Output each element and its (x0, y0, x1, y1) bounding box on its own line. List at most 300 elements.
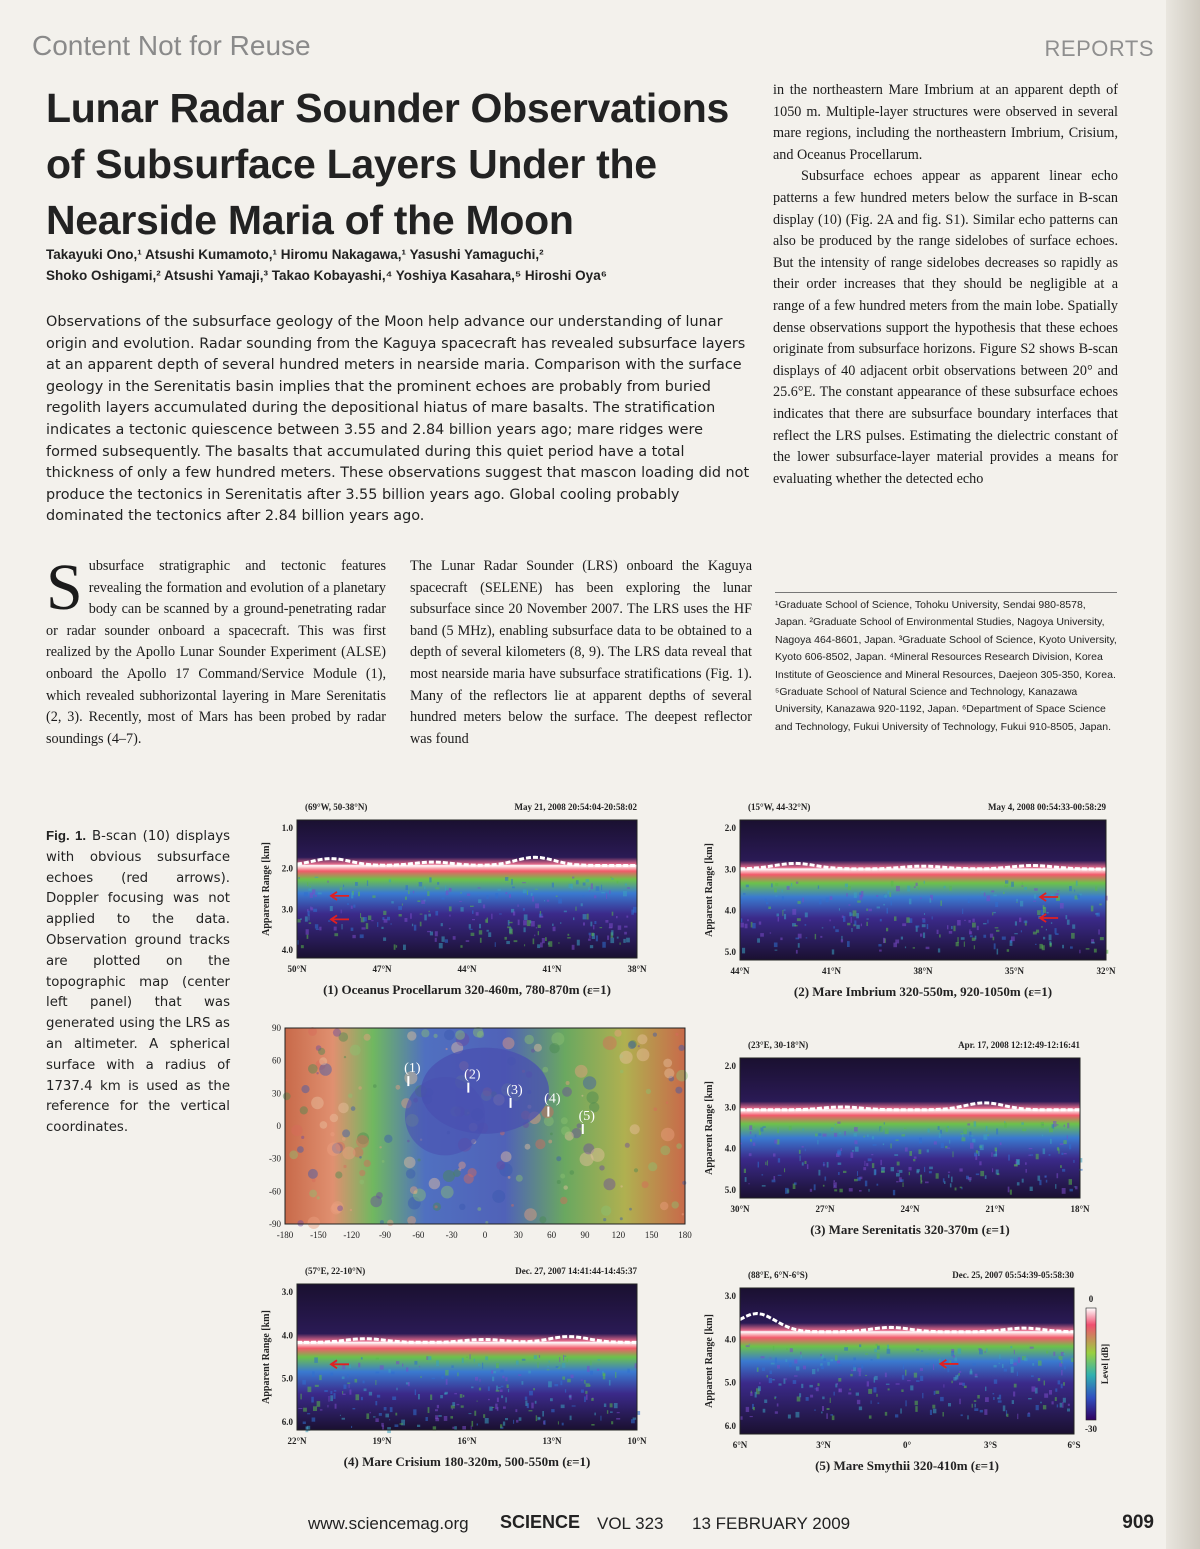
bscan-speckle (501, 1386, 504, 1388)
bscan-speckle (547, 1366, 549, 1368)
bscan-speckle (803, 1129, 805, 1131)
bscan-speckle (505, 937, 507, 940)
bscan-speckle (934, 1141, 937, 1144)
map-texture (664, 1068, 674, 1078)
bscan-speckle (380, 1365, 384, 1369)
bscan-speckle (837, 1383, 838, 1385)
bscan-speckle (993, 937, 995, 941)
bscan-speckle (523, 889, 527, 893)
bscan-speckle (784, 914, 786, 919)
bscan-speckle (979, 1350, 983, 1355)
bscan-speckle (854, 920, 856, 925)
bscan-speckle (961, 1414, 963, 1416)
bscan-speckle (847, 923, 850, 926)
bscan-speckle (584, 1396, 586, 1402)
title-line: Lunar Radar Sounder Observations (46, 85, 729, 131)
bscan-speckle (985, 1351, 986, 1353)
bscan-speckle (623, 891, 627, 896)
bscan-speckle (1059, 1356, 1062, 1360)
map-texture (421, 1029, 429, 1037)
bscan-speckle (480, 938, 482, 943)
bscan-speckle (797, 918, 801, 921)
bscan-speckle (868, 1158, 872, 1161)
title-line: Nearside Maria of the Moon (46, 197, 574, 243)
bscan-speckle (627, 1369, 629, 1373)
x-tick-label: 0° (902, 1440, 912, 1450)
bscan-speckle (974, 1153, 977, 1157)
bscan-speckle (554, 1384, 558, 1386)
bscan-speckle (1025, 1162, 1027, 1165)
bscan-speckle (1033, 932, 1037, 935)
bscan-speckle (1013, 1363, 1017, 1366)
bscan-speckle (784, 909, 786, 910)
bscan-speckle (859, 892, 861, 895)
map-texture (458, 1162, 465, 1169)
bscan-speckle (1018, 1357, 1021, 1363)
bscan-speckle (330, 1391, 332, 1394)
bscan-speckle (435, 887, 439, 889)
map-texture (666, 1101, 669, 1104)
bscan-speckle (309, 922, 311, 924)
bscan-speckle (823, 1134, 827, 1137)
bscan-speckle (983, 1134, 987, 1140)
map-texture (396, 1085, 401, 1090)
bscan-speckle (1004, 885, 1008, 887)
bscan-speckle (616, 1418, 620, 1420)
bscan-speckle (626, 916, 628, 918)
bscan-speckle (903, 1364, 904, 1369)
bscan-speckle (936, 1391, 940, 1394)
map-y-tick: -60 (269, 1186, 281, 1197)
bscan-speckle (953, 1355, 955, 1358)
map-texture (446, 1048, 448, 1050)
map-texture (359, 1156, 362, 1159)
bscan-speckle (377, 922, 378, 927)
bscan-speckle (540, 916, 544, 918)
bscan-speckle (429, 877, 431, 882)
bscan-speckle (749, 1183, 750, 1184)
bscan-speckle (589, 935, 590, 939)
bscan-speckle (796, 938, 800, 940)
map-texture (676, 1070, 688, 1082)
bscan-speckle (796, 882, 798, 884)
bscan-speckle (299, 1408, 303, 1409)
map-texture (443, 1170, 455, 1182)
bscan-speckle (1043, 937, 1045, 940)
bscan-speckle (995, 902, 998, 907)
bscan-speckle (769, 1378, 772, 1383)
map-texture (539, 1216, 546, 1223)
map-texture (516, 1175, 523, 1182)
bscan-speckle (913, 947, 915, 948)
bscan-speckle (740, 923, 744, 928)
bscan-speckle (919, 1138, 922, 1144)
bscan-speckle (985, 1397, 989, 1402)
bscan-speckle (527, 890, 528, 895)
bscan-speckle (839, 908, 840, 910)
bscan-speckle (767, 1375, 769, 1377)
panel-time: Dec. 25, 2007 05:54:39-05:58:30 (952, 1270, 1074, 1280)
bscan-speckle (602, 942, 606, 948)
bscan-speckle (798, 901, 801, 904)
map-texture (620, 1070, 624, 1074)
y-tick-label: 4.0 (724, 1334, 736, 1345)
bscan-speckle (558, 942, 560, 943)
bscan-speckle (1062, 1169, 1065, 1172)
bscan-speckle (1010, 1190, 1012, 1195)
map-texture (625, 1143, 630, 1148)
body-text: The Lunar Radar Sounder (LRS) onboard the Kaguya spacecraft (SELENE) has been exploring the lunar subsurface since 20 November 2007. The LRS uses the HF band (5 MHz), enabling subsurface data to be obtained to a depth of several kilometers (8, 9). The LRS data reveal that most nearside maria have subsurface stratifications (Fig. 1). Many of the reflectors lie at apparent depths of several hundred meters below the surface. The deepest reflector was found (410, 558, 752, 747)
bscan-speckle (537, 944, 540, 948)
map-texture (330, 1114, 338, 1122)
bscan-speckle (815, 934, 816, 939)
bscan-speckle (1041, 926, 1043, 928)
bscan-speckle (801, 1355, 803, 1358)
bscan-speckle (390, 1407, 393, 1412)
bscan-speckle (569, 1395, 572, 1397)
bscan-speckle (761, 1356, 765, 1358)
bscan-speckle (819, 899, 821, 904)
bscan-speckle (815, 1134, 818, 1137)
bscan-speckle (974, 1400, 977, 1402)
bscan-speckle (547, 900, 549, 902)
bscan-speckle (514, 940, 518, 942)
bscan-speckle (894, 916, 897, 921)
bscan-speckle (453, 936, 456, 940)
map-y-tick: 60 (272, 1055, 281, 1066)
bscan-speckle (1044, 1381, 1045, 1386)
bscan-speckle (978, 1151, 980, 1156)
bscan-speckle (591, 1424, 594, 1426)
bscan-speckle (560, 1381, 562, 1386)
map-texture (441, 1186, 454, 1199)
bscan-speckle (375, 1380, 376, 1385)
bscan-speckle (513, 1420, 514, 1424)
bscan-speckle (924, 1167, 925, 1172)
bscan-speckle (623, 939, 626, 943)
bscan-speckle (529, 1410, 533, 1411)
bscan-speckle (383, 911, 386, 915)
bscan-speckle (466, 1357, 468, 1358)
bscan-speckle (611, 1421, 613, 1424)
bscan-speckle (497, 1407, 499, 1411)
map-texture (614, 1030, 621, 1037)
map-texture (335, 1171, 342, 1178)
bscan-speckle (832, 1416, 835, 1421)
bscan-speckle (395, 1413, 397, 1416)
maria-region (405, 1077, 485, 1155)
map-texture (311, 1097, 324, 1110)
bscan-speckle (567, 1379, 571, 1383)
bscan-speckle (1060, 1403, 1063, 1408)
map-texture (550, 1133, 553, 1136)
bscan-speckle (463, 1395, 464, 1397)
bscan-speckle (959, 1371, 961, 1373)
bscan-speckle (591, 883, 593, 889)
bscan-speckle (974, 1121, 977, 1126)
bscan-speckle (951, 926, 953, 929)
bscan-speckle (885, 1373, 887, 1378)
bscan-speckle (949, 931, 952, 934)
y-axis-label: Apparent Range [km] (261, 1310, 272, 1404)
bscan-speckle (753, 1143, 756, 1146)
bscan-speckle (341, 910, 342, 914)
bscan-speckle (1064, 1365, 1066, 1369)
bscan-speckle (902, 923, 906, 926)
bscan-speckle (934, 1391, 936, 1395)
bscan-speckle (784, 1168, 785, 1172)
y-tick-label: 5.0 (281, 1373, 293, 1384)
bscan-speckle (940, 901, 942, 906)
bscan-speckle (796, 950, 798, 954)
bscan-speckle (624, 932, 627, 935)
bscan-speckle (542, 1411, 544, 1417)
bscan-speckle (543, 1421, 545, 1424)
bscan-speckle (534, 935, 535, 937)
bscan-speckle (893, 943, 897, 948)
bscan-speckle (874, 1349, 877, 1352)
bscan-speckle (856, 913, 859, 918)
bscan-speckle (469, 929, 472, 930)
bscan-speckle (355, 1379, 358, 1383)
bscan-speckle (460, 945, 462, 948)
bscan-speckle (796, 1412, 800, 1418)
bscan-speckle (766, 902, 768, 904)
map-texture (496, 1161, 505, 1170)
bscan-speckle (909, 899, 912, 905)
bscan-speckle (389, 1419, 390, 1420)
bscan-speckle (780, 938, 782, 941)
bscan-speckle (369, 1392, 372, 1396)
bscan-speckle (1002, 1364, 1004, 1368)
bscan-speckle (449, 888, 452, 892)
bscan-speckle (939, 1133, 941, 1138)
y-tick-label: 3.0 (724, 1291, 736, 1301)
bscan-speckle (744, 1169, 746, 1173)
bscan-speckle (913, 1159, 915, 1161)
bscan-speckle (850, 1374, 852, 1376)
bscan-speckle (355, 882, 358, 886)
bscan-speckle (512, 887, 515, 889)
bscan-speckle (1040, 1402, 1042, 1404)
map-texture (577, 1123, 582, 1128)
bscan-speckle (507, 1385, 509, 1389)
bscan-speckle (604, 1404, 606, 1408)
bscan-speckle (1022, 1179, 1024, 1183)
bscan-speckle (1011, 936, 1015, 941)
bscan-speckle (1069, 1179, 1072, 1185)
bscan-speckle (960, 1187, 962, 1189)
map-texture (671, 1189, 673, 1191)
x-tick-label: 38°N (913, 966, 933, 976)
bscan-speckle (876, 895, 878, 897)
bscan-speckle (1059, 1363, 1062, 1367)
x-tick-label: 41°N (821, 966, 842, 976)
bscan-speckle (477, 1424, 478, 1426)
bscan-speckle (492, 1377, 494, 1382)
bscan-speckle (977, 1395, 980, 1399)
bscan-speckle (313, 1406, 317, 1411)
map-texture (384, 1135, 392, 1143)
bscan-speckle (1032, 1363, 1034, 1366)
bscan-speckle (342, 924, 343, 929)
bscan-speckle (822, 1397, 824, 1400)
bscan-speckle (1008, 1187, 1010, 1193)
bscan-speckle (994, 1379, 997, 1383)
bscan-speckle (408, 1382, 410, 1386)
y-tick-label: 5.0 (724, 1377, 736, 1388)
bscan-speckle (830, 1414, 833, 1415)
x-tick-label: 3°S (983, 1440, 998, 1450)
bscan-speckle (428, 1407, 430, 1413)
bscan-speckle (315, 877, 319, 878)
bscan-speckle (765, 1162, 766, 1165)
bscan-speckle (1062, 1188, 1066, 1194)
bscan-speckle (485, 1356, 488, 1360)
bscan-speckle (996, 930, 999, 932)
bscan-speckle (943, 1384, 944, 1387)
bscan-speckle (835, 1124, 837, 1125)
bscan-speckle (559, 1357, 560, 1362)
bscan-speckle (351, 906, 353, 909)
bscan-speckle (795, 925, 798, 927)
bscan-speckle (1055, 1388, 1057, 1391)
bscan-speckle (316, 929, 319, 930)
bscan-speckle (1002, 937, 1006, 940)
bscan-speckle (849, 904, 851, 905)
bscan-speckle (755, 1392, 757, 1398)
bscan-speckle (509, 922, 513, 923)
bscan-speckle (445, 1392, 448, 1395)
bscan-speckle (984, 893, 986, 897)
bscan-speckle (544, 900, 545, 901)
bscan-speckle (1004, 1369, 1007, 1372)
bscan-speckle (435, 911, 438, 916)
bscan-speckle (417, 1425, 420, 1427)
bscan-speckle (376, 1358, 379, 1360)
bscan-speckle (375, 1401, 377, 1405)
bscan-speckle (959, 1399, 961, 1405)
bscan-speckle (1033, 901, 1036, 902)
map-texture (562, 1087, 572, 1097)
bscan-speckle (581, 903, 583, 906)
bscan-speckle (305, 916, 308, 921)
bscan-speckle (524, 914, 528, 920)
bscan-speckle (918, 888, 920, 890)
bscan-speckle (417, 900, 420, 902)
bscan-speckle (518, 920, 520, 926)
bscan-speckle (809, 1385, 813, 1388)
bscan-speckle (1022, 883, 1024, 885)
bscan-speckle (891, 1167, 894, 1171)
bscan-speckle (770, 1358, 772, 1359)
bscan-speckle (889, 892, 891, 897)
bscan-speckle (778, 917, 779, 922)
bscan-speckle (477, 1401, 478, 1402)
bscan-speckle (303, 1422, 306, 1425)
bscan-speckle (938, 948, 940, 952)
map-texture (343, 1147, 356, 1160)
bscan-speckle (600, 1416, 601, 1421)
bscan-speckle (914, 1157, 917, 1159)
bscan-speckle (853, 1358, 856, 1361)
bscan-speckle (342, 1418, 345, 1420)
bscan-speckle (470, 906, 474, 907)
bscan-speckle (843, 916, 845, 922)
bscan-speckle (1022, 886, 1024, 887)
bscan-speckle (818, 1170, 820, 1176)
bscan-speckle (915, 1406, 917, 1412)
map-y-tick: 90 (272, 1023, 281, 1033)
bscan-speckle (905, 947, 906, 949)
x-tick-label: 32°N (1096, 966, 1116, 976)
bscan-speckle (459, 901, 462, 902)
bscan-speckle (940, 1397, 944, 1401)
x-tick-label: 44°N (457, 964, 477, 974)
bscan-speckle (343, 885, 344, 887)
bscan-speckle (435, 938, 437, 942)
bscan-speckle (435, 1409, 438, 1411)
map-texture (638, 1045, 640, 1047)
track-label: (3) (506, 1082, 523, 1098)
y-tick-label: 3.0 (724, 864, 736, 875)
bscan-speckle (308, 889, 311, 891)
bscan-speckle (497, 1398, 499, 1402)
bscan-speckle (977, 926, 979, 930)
panel-time: Apr. 17, 2008 12:12:49-12:16:41 (958, 1040, 1080, 1050)
bscan-speckle (511, 879, 513, 885)
bscan-speckle (479, 924, 481, 928)
bscan-speckle (891, 901, 892, 906)
bscan-speckle (890, 1144, 891, 1149)
map-texture (308, 1217, 320, 1229)
bscan-speckle (319, 927, 321, 931)
bscan-speckle (414, 925, 416, 931)
y-tick-label: 5.0 (724, 1185, 736, 1195)
bscan-speckle (1053, 1352, 1055, 1356)
bscan-speckle (1063, 1353, 1066, 1355)
bscan-speckle (486, 895, 488, 899)
bscan-speckle (616, 916, 618, 918)
bscan-speckle (962, 909, 963, 914)
x-tick-label: 21°N (985, 1204, 1005, 1214)
map-texture (548, 1140, 552, 1144)
map-texture (620, 1217, 623, 1220)
bscan-speckle (897, 1162, 900, 1166)
bscan-speckle (773, 1346, 774, 1351)
bscan-speckle (758, 1162, 759, 1168)
author-list (46, 244, 746, 286)
bscan-speckle (1003, 1405, 1006, 1411)
bscan-speckle (878, 1403, 880, 1404)
bscan-speckle (947, 925, 948, 929)
section-label: REPORTS (1044, 36, 1154, 61)
bscan-speckle (593, 925, 594, 929)
bscan-speckle (1072, 924, 1075, 928)
map-texture (492, 1190, 505, 1203)
x-tick-label: 44°N (730, 966, 750, 976)
bscan-speckle (865, 1181, 867, 1187)
map-texture (503, 1037, 515, 1049)
bscan-speckle (799, 1150, 801, 1154)
colorbar-label: Level [dB] (1100, 1343, 1110, 1385)
bscan-speckle (424, 915, 427, 921)
bscan-speckle (330, 1373, 333, 1376)
bscan-speckle (876, 1344, 878, 1346)
bscan-speckle (997, 949, 999, 955)
bscan-speckle (533, 1388, 535, 1390)
map-texture (620, 1051, 633, 1064)
